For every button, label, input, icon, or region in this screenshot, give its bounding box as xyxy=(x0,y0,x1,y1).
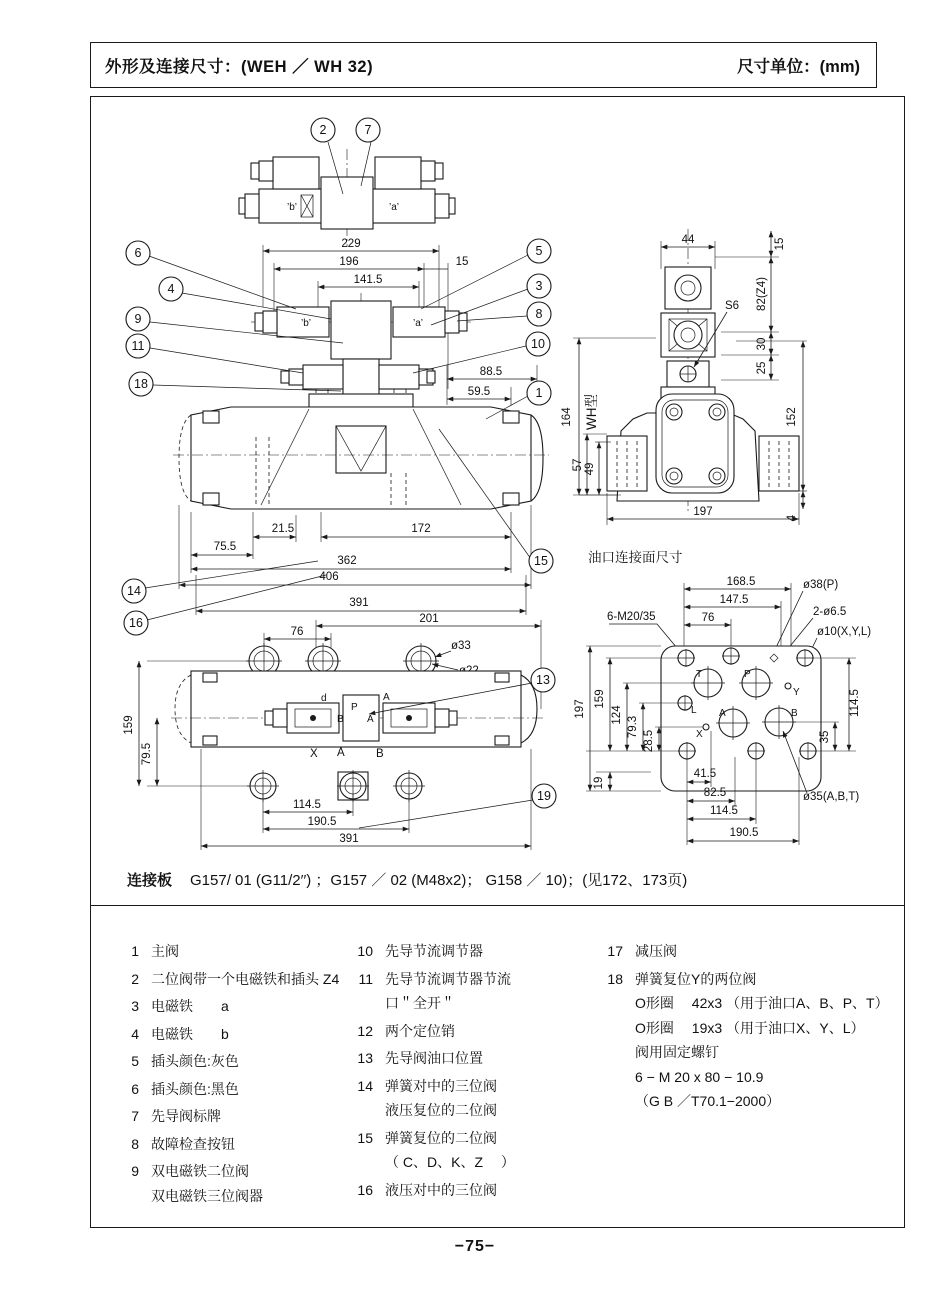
port-abt-diameter-label: ø35(A,B,T) xyxy=(803,791,860,803)
parts-item xyxy=(119,1159,349,1208)
dim-141-5: 141.5 xyxy=(353,274,383,286)
parts-item-number: 3 xyxy=(131,998,139,1014)
dim-35: 35 xyxy=(819,730,831,744)
dim-15: 15 xyxy=(455,256,469,268)
port-x-label: X xyxy=(696,729,703,740)
dim-44: 44 xyxy=(681,234,695,246)
callout-8-number: 8 xyxy=(535,307,543,321)
callout-18-number: 18 xyxy=(134,377,148,391)
parts-col-2 xyxy=(353,939,591,1205)
parts-item-text: 电磁铁 a xyxy=(151,998,229,1014)
dim-76-port: 76 xyxy=(701,612,715,624)
dim-15-side: 15 xyxy=(774,237,786,251)
header-bar xyxy=(90,42,877,88)
dim-159-port: 159 xyxy=(594,689,606,709)
dim-19: 19 xyxy=(593,776,605,790)
callout-16 xyxy=(124,611,148,635)
dim-114-5-right: 114.5 xyxy=(849,689,861,717)
port-xyl-diameter-label: ø10(X,Y,L) xyxy=(817,626,872,638)
technical-drawing xyxy=(91,97,906,869)
parts-item-number: 10 xyxy=(357,943,373,959)
dim-201: 201 xyxy=(419,613,439,625)
content-frame xyxy=(90,96,905,1228)
dim-59-5: 59.5 xyxy=(467,386,491,398)
letter-a-top: A xyxy=(383,692,390,703)
connection-plate-note xyxy=(127,869,687,890)
dim-88-5: 88.5 xyxy=(479,366,503,378)
callout-19-number: 19 xyxy=(537,789,551,803)
parts-item-text: 故障检查按钮 xyxy=(151,1135,235,1152)
parts-item xyxy=(119,1022,349,1047)
parts-item-number: 13 xyxy=(357,1050,373,1066)
dim-190-5-bview: 190.5 xyxy=(307,816,337,828)
parts-item-number: 9 xyxy=(131,1163,139,1179)
parts-item xyxy=(353,1178,591,1203)
dim-406: 406 xyxy=(319,571,339,583)
dim-391: 391 xyxy=(349,597,369,609)
pilot-valve-top-view xyxy=(239,118,455,247)
callout-16-number: 16 xyxy=(129,616,143,630)
callout-19 xyxy=(532,784,556,808)
dim-82-5: 82.5 xyxy=(703,787,727,799)
pin-holes-label: 2-ø6.5 xyxy=(813,606,847,618)
dim-79-5: 79.5 xyxy=(141,742,153,766)
parts-item-number: 17 xyxy=(607,943,623,959)
parts-item-number: 6 xyxy=(131,1080,139,1097)
parts-item xyxy=(119,1049,349,1074)
bolt-spec-label: 6-M20/35 xyxy=(607,611,656,623)
callout-6 xyxy=(126,241,150,265)
port-t-label: T xyxy=(696,669,703,680)
dim-4: 4 xyxy=(786,514,798,522)
port-a-label: A xyxy=(719,708,726,719)
dim-168-5: 168.5 xyxy=(726,576,756,588)
dim-82-z4: 82(Z4) xyxy=(756,277,768,311)
callout-8 xyxy=(527,302,551,326)
parts-item-text: 先导阀油口位置 xyxy=(385,1050,483,1066)
dim-197-port: 197 xyxy=(574,699,586,719)
parts-item-text: 两个定位销 xyxy=(385,1022,455,1039)
parts-item xyxy=(119,1104,349,1129)
letter-a-inner: A xyxy=(367,714,374,725)
parts-item xyxy=(353,1019,591,1044)
parts-item-number: 16 xyxy=(357,1181,373,1198)
parts-item-text: 二位阀带一个电磁铁和插头 Z4 xyxy=(151,970,340,987)
dim-147-5: 147.5 xyxy=(719,594,749,606)
port-b-label: B xyxy=(791,708,798,719)
dim-197: 197 xyxy=(693,506,713,518)
parts-item-number: 11 xyxy=(358,970,373,987)
parts-item-number: 1 xyxy=(131,943,139,959)
callout-18 xyxy=(129,372,153,396)
parts-col-3 xyxy=(603,939,899,1117)
parts-item-text: 弹簧复位Y的两位阀 O形圈 42x3 （用于油口A、B、P、T） O形圈 19x3 （用于油口X、Y、L） 阀用固定螺钉 6 − M 20 x 80 − 10.9 （G B ／T70.1−2000） xyxy=(635,970,889,1109)
s6-label: S6 xyxy=(725,300,740,312)
page-number: −75− xyxy=(454,1238,496,1255)
parts-item-text: 先导节流调节器 xyxy=(385,943,483,959)
parts-item-text: 先导节流调节器节流 口＂全开＂ xyxy=(385,970,511,1011)
callout-13-number: 13 xyxy=(536,673,550,687)
parts-item-number: 15 xyxy=(357,1129,373,1146)
callout-11 xyxy=(126,334,150,358)
dim-196: 196 xyxy=(339,256,359,268)
parts-item xyxy=(353,1126,591,1175)
parts-item xyxy=(119,1077,349,1102)
letter-x: X xyxy=(310,748,318,760)
callout-3 xyxy=(527,274,551,298)
solenoid-a-label: ’a’ xyxy=(389,202,400,213)
solenoid-a-label: ’a’ xyxy=(413,318,424,329)
port-l-label: L xyxy=(691,705,697,716)
boss-od-label: ø33 xyxy=(451,640,471,652)
dim-57: 57 xyxy=(572,458,584,472)
parts-item-number: 12 xyxy=(357,1022,373,1039)
callout-1 xyxy=(527,381,551,405)
connection-plate-label: 连接板 xyxy=(127,872,173,889)
callout-10 xyxy=(526,332,550,356)
callout-1-number: 1 xyxy=(535,386,543,400)
callout-14 xyxy=(122,579,146,603)
parts-item-text: 电磁铁 b xyxy=(151,1025,229,1042)
callout-9-number: 9 xyxy=(134,312,142,326)
parts-col-1 xyxy=(119,939,349,1211)
parts-item xyxy=(353,1046,591,1071)
callout-13 xyxy=(531,668,555,692)
callout-15-number: 15 xyxy=(534,554,548,568)
dim-114-5-bview: 114.5 xyxy=(293,799,321,811)
dim-229: 229 xyxy=(341,238,361,250)
parts-item-text: 减压阀 xyxy=(635,943,677,959)
parts-item-text: 液压对中的三位阀 xyxy=(385,1181,497,1198)
callout-4 xyxy=(159,277,183,301)
dim-159-bottom: 159 xyxy=(123,715,135,735)
dim-164: 164 xyxy=(561,407,573,427)
callout-5-number: 5 xyxy=(535,244,543,258)
letter-p: P xyxy=(351,702,358,713)
callout-14-number: 14 xyxy=(127,584,141,598)
dim-75-5: 75.5 xyxy=(213,541,237,553)
parts-item-text: 弹簧复位的二位阀 （ C、D、K、Z ） xyxy=(385,1129,515,1170)
callout-9 xyxy=(126,307,150,331)
parts-item xyxy=(603,939,899,964)
parts-item-text: 先导阀标牌 xyxy=(151,1108,221,1124)
dim-190-5-port: 190.5 xyxy=(729,827,759,839)
parts-item-number: 14 xyxy=(357,1077,373,1094)
letter-b-bottom: B xyxy=(376,748,384,760)
parts-item-number: 4 xyxy=(131,1025,139,1042)
parts-item xyxy=(119,967,349,992)
side-view-label: WH型 xyxy=(584,394,599,430)
parts-item-text: 双电磁铁二位阀 双电磁铁三位阀器 xyxy=(151,1163,263,1204)
parts-item xyxy=(119,994,349,1019)
dim-362: 362 xyxy=(337,555,357,567)
dim-49: 49 xyxy=(584,462,596,476)
callout-7 xyxy=(356,118,380,142)
callout-2-number: 2 xyxy=(319,123,327,137)
dim-25: 25 xyxy=(756,361,768,375)
letter-d: d xyxy=(321,693,327,704)
dim-391-bview: 391 xyxy=(339,833,359,845)
port-face-view xyxy=(574,549,871,845)
dim-152: 152 xyxy=(786,407,798,427)
letter-b-inner: B xyxy=(337,714,344,725)
port-face-title: 油口连接面尺寸 xyxy=(588,550,683,565)
dim-79-3: 79.3 xyxy=(627,715,639,739)
units-label: 尺寸单位：(mm) xyxy=(737,58,860,76)
callout-11-number: 11 xyxy=(131,339,145,353)
dim-30: 30 xyxy=(756,337,768,351)
dim-28-5: 28.5 xyxy=(643,729,655,753)
port-y-label: Y xyxy=(793,687,800,698)
parts-item-text: 弹簧对中的三位阀 液压复位的二位阀 xyxy=(385,1077,497,1118)
parts-item-number: 2 xyxy=(131,970,139,987)
callout-2 xyxy=(311,118,335,142)
callout-6-number: 6 xyxy=(134,246,142,260)
parts-item xyxy=(353,967,591,1016)
parts-item-text: 主阀 xyxy=(151,943,179,959)
front-view xyxy=(122,238,553,635)
connection-plate-codes: G157/ 01 (G11/2′′) ；G157 ／ 02 (M48x2)； G158 ／ 10)；(见172、173页) xyxy=(190,872,688,889)
parts-item-number: 18 xyxy=(607,970,623,987)
parts-item-text: 插头颜色:灰色 xyxy=(151,1053,239,1069)
port-p-diameter-label: ø38(P) xyxy=(803,579,839,591)
parts-item xyxy=(353,939,591,964)
dim-114-5-bottom: 114.5 xyxy=(710,805,738,817)
dim-172: 172 xyxy=(411,523,431,535)
callout-5 xyxy=(527,239,551,263)
page-title: 外形及连接尺寸：(WEH ／ WH 32) xyxy=(105,58,374,76)
dim-124: 124 xyxy=(611,705,623,725)
callout-15 xyxy=(529,549,553,573)
parts-item-text: 插头颜色:黑色 xyxy=(151,1080,239,1097)
callout-10-number: 10 xyxy=(531,337,545,351)
parts-item-number: 8 xyxy=(131,1135,139,1152)
solenoid-b-label: ’b’ xyxy=(287,202,298,213)
dim-76-bottom: 76 xyxy=(290,626,304,638)
dim-21-5: 21.5 xyxy=(271,523,295,535)
parts-item xyxy=(603,967,899,1114)
side-view xyxy=(561,229,807,525)
parts-item xyxy=(353,1074,591,1123)
parts-item xyxy=(119,1132,349,1157)
bottom-view xyxy=(123,613,556,850)
parts-item xyxy=(119,939,349,964)
callout-7-number: 7 xyxy=(364,123,372,137)
callout-4-number: 4 xyxy=(167,282,175,296)
dim-41-5: 41.5 xyxy=(693,768,717,780)
port-p-label: P xyxy=(744,669,751,680)
solenoid-b-label: ’b’ xyxy=(301,318,312,329)
parts-item-number: 7 xyxy=(131,1108,139,1124)
parts-item-number: 5 xyxy=(131,1053,139,1069)
letter-a-bottom: A xyxy=(337,747,345,759)
callout-3-number: 3 xyxy=(535,279,543,293)
parts-list-divider xyxy=(91,905,904,906)
